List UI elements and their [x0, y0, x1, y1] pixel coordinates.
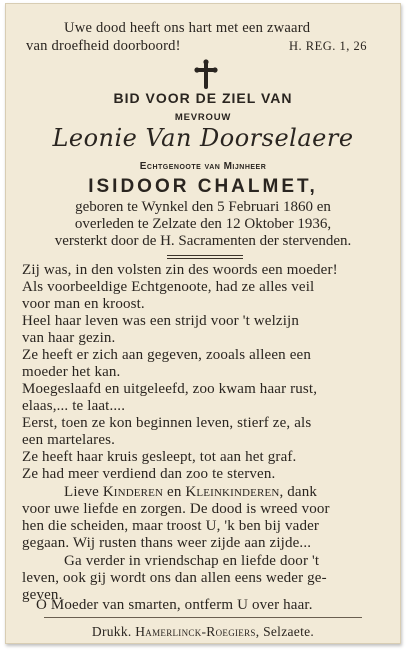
body-line: Heel haar leven was een strijd voor 't welzijn — [22, 313, 300, 329]
spouse-label: Echtgenoote van Mijnheer — [139, 161, 267, 172]
cross-icon — [193, 59, 219, 89]
printer-place: Selzaete. — [263, 624, 315, 639]
farewell-word: en — [167, 484, 182, 500]
body-line: Ze had meer verdiend dan zoo te sterven. — [22, 466, 276, 482]
spouse-name: ISIDOOR CHALMET, — [88, 176, 318, 197]
closing-line-1: Ga verder in vriendschap en liefde door 't — [64, 553, 320, 569]
body-line: een martelares. — [22, 432, 116, 448]
body-line: van haar gezin. — [22, 330, 116, 346]
sacraments-line: versterkt door de H. Sacramenten der stervenden. — [54, 233, 352, 249]
closing-prayer: O Moeder van smarten, ontferm U over haar. — [36, 597, 313, 613]
body-line: Moegeslaafd en uitgeleefd, zoo kwam haar rust, — [22, 381, 318, 397]
children-word: Kinderen — [102, 484, 164, 500]
farewell-line-4: gegaan. Wij rusten thans weer zijde aan zijde... — [22, 535, 312, 551]
title-word: MEVROUW — [174, 112, 232, 123]
divider — [167, 255, 243, 256]
memorial-card — [5, 3, 401, 644]
footer-rule — [44, 617, 362, 618]
body-line: voor man en kroost. — [22, 296, 145, 312]
body-line: Als voorbeeldige Echtgenoote, had ze alles veil — [22, 279, 315, 295]
body-line: Eerst, toen ze kon beginnen leven, stierf ze, als — [22, 415, 312, 431]
prayer-heading: BID VOOR DE ZIEL VAN — [113, 90, 293, 106]
farewell-line-3: hen die scheiden, maar troost U, 'k ben bij vader — [22, 518, 320, 534]
verse-reference: H. REG. 1, 26 — [289, 39, 368, 53]
closing-line-2: leven, ook gij wordt ons dan allen eens weder ge- — [22, 570, 327, 586]
deceased-name: Leonie Van Doorselaere — [52, 124, 354, 152]
verse-line-2: van droefheid doorboord! — [26, 38, 181, 54]
body-line: Zij was, in den volsten zin des woords een moeder! — [22, 262, 338, 278]
farewell-word: dank — [287, 484, 318, 500]
death-line: overleden te Zelzate den 12 Oktober 1936, — [74, 216, 332, 232]
printer-line — [6, 624, 400, 640]
body-line: moeder het kan. — [22, 364, 121, 380]
birth-line: geboren te Wynkel den 5 Februari 1860 en — [75, 199, 331, 215]
closing-line-3: geven. — [22, 587, 63, 603]
printer-name: Hamerlinck-Roegiers, — [135, 624, 260, 639]
body-line: Ze heeft haar kruis gesleept, tot aan het graf. — [22, 449, 297, 465]
verse-line-1: Uwe dood heeft ons hart met een zwaard — [64, 20, 311, 36]
printer-prefix: Drukk. — [91, 624, 132, 639]
grandchildren-word: Kleinkinderen, — [185, 484, 284, 500]
body-line: elaas,... te laat.... — [22, 398, 126, 414]
body-line: Ze heeft er zich aan gegeven, zooals alleen een — [22, 347, 311, 363]
farewell-line-2: voor uwe liefde en zorgen. De dood is wreed voor — [22, 501, 330, 517]
divider — [167, 258, 243, 259]
farewell-line-1 — [64, 484, 317, 501]
farewell-word: Lieve — [64, 484, 99, 500]
